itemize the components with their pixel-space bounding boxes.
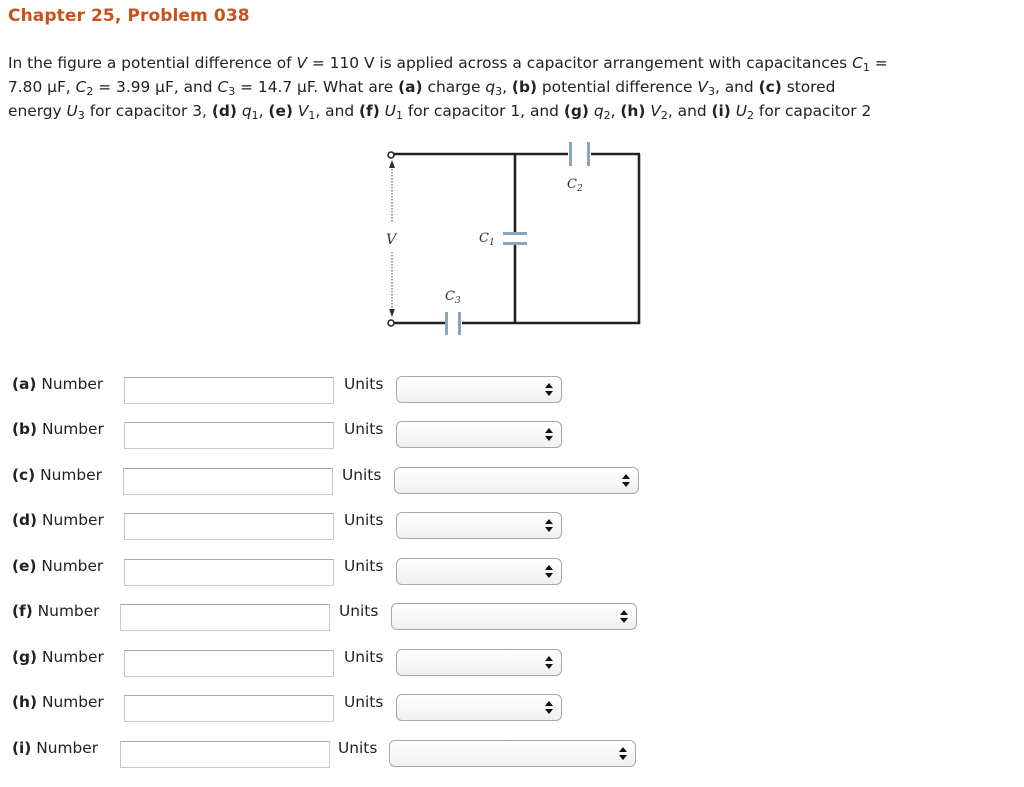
updown-arrows-icon	[619, 746, 627, 761]
part-label: (a)	[398, 78, 423, 96]
subscript: 3	[495, 85, 503, 98]
text: potential difference	[537, 78, 698, 96]
text: energy	[8, 102, 67, 120]
part-label: (d)	[211, 102, 237, 120]
units-label: Units	[344, 375, 384, 393]
number-input[interactable]	[124, 650, 334, 677]
page-title: Chapter 25, Problem 038	[8, 6, 250, 26]
terminal-bottom	[388, 320, 394, 326]
c3-plate-right	[458, 312, 461, 335]
number-label: Number	[41, 375, 104, 393]
number-input[interactable]	[120, 741, 330, 768]
terminal-top	[388, 152, 394, 158]
units-label: Units	[344, 511, 384, 529]
c2-plate-left	[569, 142, 572, 166]
number-label: Number	[42, 648, 104, 666]
label-c2-main: C	[567, 177, 577, 192]
answer-label	[12, 510, 104, 530]
subscript: 3	[707, 85, 715, 98]
answer-letter: (b)	[12, 420, 38, 438]
var: C	[217, 78, 229, 96]
part-label: (i)	[711, 102, 731, 120]
answer-row	[0, 374, 1024, 408]
c2-plate-right	[587, 142, 590, 166]
answer-letter: (d)	[12, 511, 38, 529]
part-label: (f)	[359, 102, 380, 120]
number-label: Number	[41, 693, 104, 711]
text: ,	[502, 78, 512, 96]
answer-label	[12, 601, 100, 621]
units-select[interactable]	[396, 512, 562, 539]
units-select[interactable]	[396, 649, 562, 676]
var: q	[241, 102, 252, 120]
units-select[interactable]	[389, 740, 636, 767]
label-v: V	[386, 232, 397, 248]
answer-row	[0, 601, 1024, 635]
units-label: Units	[344, 648, 384, 666]
var: U	[384, 102, 396, 120]
answer-row	[0, 556, 1024, 590]
answer-letter: (i)	[12, 739, 32, 757]
answer-row	[0, 510, 1024, 544]
subscript: 2	[660, 109, 668, 122]
units-label: Units	[338, 739, 378, 757]
var: q	[485, 78, 496, 96]
number-label: Number	[40, 466, 102, 484]
text: =	[869, 54, 888, 72]
label-c2-sub: 2	[576, 184, 583, 194]
answer-row	[0, 692, 1024, 726]
label-c2	[567, 177, 583, 194]
number-input[interactable]	[124, 377, 334, 404]
updown-arrows-icon	[545, 700, 553, 715]
updown-arrows-icon	[545, 655, 553, 670]
answer-label	[12, 738, 98, 758]
label-c1-sub: 1	[488, 238, 495, 248]
number-label: Number	[37, 602, 100, 620]
answer-letter: (c)	[12, 466, 36, 484]
var: U	[66, 102, 78, 120]
answer-letter: (g)	[12, 648, 38, 666]
answer-letter: (f)	[12, 602, 33, 620]
units-label: Units	[342, 466, 382, 484]
answer-label	[12, 692, 104, 712]
number-input[interactable]	[124, 559, 334, 586]
text: , and	[714, 78, 759, 96]
updown-arrows-icon	[622, 473, 630, 488]
units-label: Units	[339, 602, 379, 620]
answer-label	[12, 465, 102, 485]
circuit-diagram	[0, 0, 1024, 360]
answer-row	[0, 465, 1024, 499]
updown-arrows-icon	[545, 382, 553, 397]
text: , and	[315, 102, 359, 120]
number-input[interactable]	[120, 604, 330, 631]
units-select[interactable]	[396, 558, 562, 585]
updown-arrows-icon	[545, 427, 553, 442]
units-label: Units	[344, 693, 384, 711]
part-label: (b)	[511, 78, 538, 96]
part-label: (e)	[268, 102, 293, 120]
number-label: Number	[42, 420, 104, 438]
text: for capacitor 2	[754, 102, 872, 120]
text: charge	[422, 78, 486, 96]
answer-letter: (h)	[12, 693, 38, 711]
units-select[interactable]	[396, 421, 562, 448]
c1-plate-bottom	[503, 242, 527, 245]
var: C	[852, 54, 863, 72]
number-input[interactable]	[124, 695, 334, 722]
subscript: 3	[228, 85, 236, 98]
subscript: 3	[77, 109, 85, 122]
label-c1	[479, 231, 495, 248]
text: for capacitor 3,	[84, 102, 212, 120]
number-input[interactable]	[124, 422, 334, 449]
number-label: Number	[41, 557, 104, 575]
label-c3-sub: 3	[454, 296, 461, 306]
arrowhead-down	[389, 309, 395, 317]
var: C	[75, 78, 87, 96]
label-c3	[445, 289, 461, 306]
text: for capacitor 1, and	[402, 102, 564, 120]
units-select[interactable]	[396, 694, 562, 721]
text: stored	[781, 78, 836, 96]
label-c1-main: C	[479, 231, 489, 246]
text: = 110 V is applied across a capacitor arrangement with capacitances	[307, 54, 853, 72]
text: 7.80 μF,	[8, 78, 76, 96]
number-input[interactable]	[123, 468, 333, 495]
answer-row	[0, 419, 1024, 453]
updown-arrows-icon	[545, 518, 553, 533]
units-label: Units	[344, 557, 384, 575]
text: ,	[258, 102, 269, 120]
number-input[interactable]	[124, 513, 334, 540]
text: , and	[667, 102, 712, 120]
part-label: (h)	[620, 102, 646, 120]
subscript: 1	[862, 61, 870, 74]
text: ,	[610, 102, 621, 120]
text: In the figure a potential difference of	[8, 54, 297, 72]
units-select[interactable]	[391, 603, 637, 630]
label-c3-main: C	[445, 289, 455, 304]
answer-label	[12, 419, 104, 439]
part-label: (c)	[758, 78, 782, 96]
units-label: Units	[344, 420, 384, 438]
c3-plate-left	[445, 312, 448, 335]
answer-row	[0, 738, 1024, 772]
text: = 3.99 μF, and	[93, 78, 218, 96]
arrowhead-up	[389, 160, 395, 168]
var: q	[593, 102, 604, 120]
var: U	[735, 102, 748, 120]
answer-row	[0, 647, 1024, 681]
subscript: 2	[747, 109, 755, 122]
subscript: 1	[395, 109, 403, 122]
answer-label	[12, 647, 104, 667]
number-label: Number	[36, 739, 99, 757]
var: V	[297, 102, 309, 120]
answer-letter: (e)	[12, 557, 37, 575]
updown-arrows-icon	[620, 609, 628, 624]
part-label: (g)	[563, 102, 589, 120]
subscript: 2	[603, 109, 611, 122]
var: V	[650, 102, 661, 120]
subscript: 2	[86, 85, 94, 98]
number-label: Number	[42, 511, 104, 529]
var: V	[296, 54, 307, 72]
subscript: 1	[251, 109, 259, 122]
c1-plate-top	[503, 232, 527, 235]
units-select[interactable]	[396, 376, 562, 403]
answer-label	[12, 556, 103, 576]
units-select[interactable]	[394, 467, 639, 494]
subscript: 1	[308, 109, 316, 122]
text: = 14.7 μF. What are	[235, 78, 399, 96]
var: V	[697, 78, 708, 96]
answer-label	[12, 374, 103, 394]
updown-arrows-icon	[545, 564, 553, 579]
answer-letter: (a)	[12, 375, 37, 393]
